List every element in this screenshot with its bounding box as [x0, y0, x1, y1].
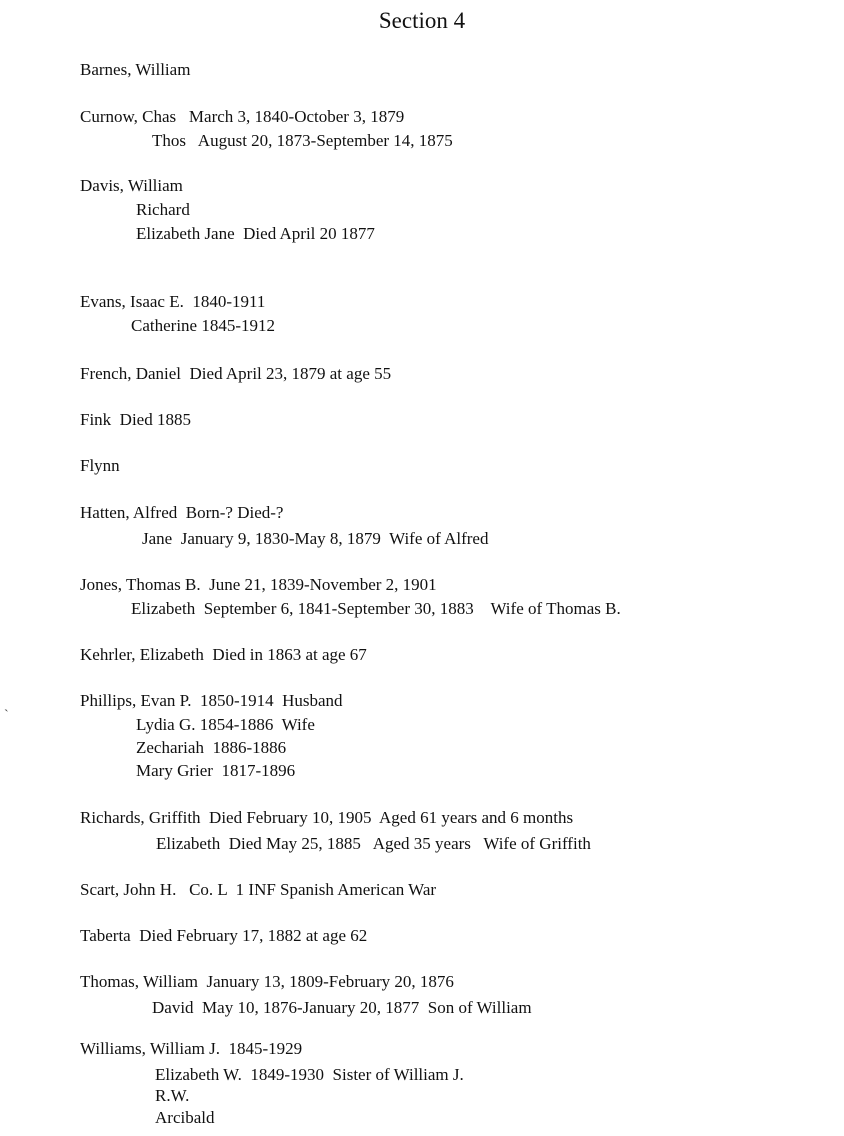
entry-phillips-line-2: Lydia G. 1854-1886 Wife — [136, 715, 315, 734]
entry-jones-line-1: Jones, Thomas B. June 21, 1839-November 2, 1901 — [80, 575, 437, 594]
entry-phillips-line-4: Mary Grier 1817-1896 — [136, 761, 296, 780]
entry-curnow-line-1: Curnow, Chas March 3, 1840-October 3, 1879 — [80, 107, 405, 126]
entry-barnes-line-1: Barnes, William — [80, 60, 191, 79]
entry-davis-line-1: Davis, William — [80, 176, 183, 195]
entry-phillips-line-3: Zechariah 1886-1886 — [136, 738, 287, 757]
entry-williams-line-4: Arcibald — [155, 1108, 215, 1127]
entry-williams-line-3: R.W. — [155, 1086, 190, 1105]
entry-hatten-line-1: Hatten, Alfred Born-? Died-? — [80, 503, 284, 522]
entry-jones-line-2: Elizabeth September 6, 1841-September 30, 1883 Wife of Thomas B. — [131, 599, 621, 618]
stray-mark: ` — [4, 708, 9, 723]
entry-phillips-line-1: Phillips, Evan P. 1850-1914 Husband — [80, 691, 343, 710]
entry-williams-line-1: Williams, William J. 1845-1929 — [80, 1039, 303, 1058]
entry-scart-line-1: Scart, John H. Co. L 1 INF Spanish American War — [80, 880, 437, 899]
entry-taberta-line-1: Taberta Died February 17, 1882 at age 62 — [80, 926, 368, 945]
entry-hatten-line-2: Jane January 9, 1830-May 8, 1879 Wife of Alfred — [142, 529, 489, 548]
entry-fink-line-1: Fink Died 1885 — [80, 410, 191, 429]
entry-davis-line-2: Richard — [136, 200, 190, 219]
entry-thomas-line-2: David May 10, 1876-January 20, 1877 Son of William — [152, 998, 532, 1017]
entry-french-line-1: French, Daniel Died April 23, 1879 at age 55 — [80, 364, 392, 383]
entry-thomas-line-1: Thomas, William January 13, 1809-February 20, 1876 — [80, 972, 454, 991]
entry-evans-line-2: Catherine 1845-1912 — [131, 316, 275, 335]
entry-curnow-line-2: Thos August 20, 1873-September 14, 1875 — [152, 131, 453, 150]
entry-flynn-line-1: Flynn — [80, 456, 120, 475]
entry-richards-line-2: Elizabeth Died May 25, 1885 Aged 35 years Wife of Griffith — [156, 834, 591, 853]
entry-evans-line-1: Evans, Isaac E. 1840-1911 — [80, 292, 266, 311]
entry-williams-line-2: Elizabeth W. 1849-1930 Sister of William J. — [155, 1065, 464, 1084]
entry-richards-line-1: Richards, Griffith Died February 10, 1905 Aged 61 years and 6 months — [80, 808, 574, 827]
entry-davis-line-3: Elizabeth Jane Died April 20 1877 — [136, 224, 375, 243]
entry-kehrler-line-1: Kehrler, Elizabeth Died in 1863 at age 67 — [80, 645, 367, 664]
page-title: Section 4 — [378, 8, 466, 33]
